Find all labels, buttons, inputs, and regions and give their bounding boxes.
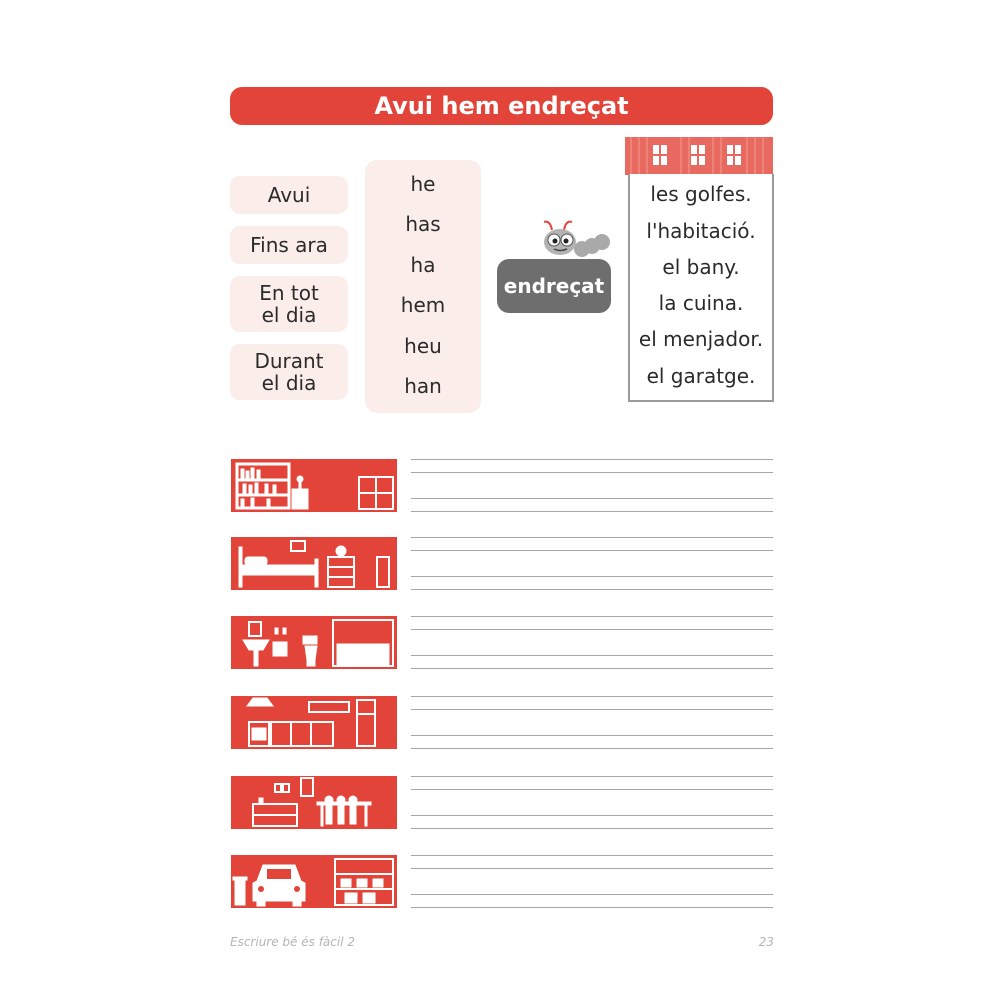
writing-line — [411, 537, 773, 538]
subject-tile: En tot el dia — [230, 276, 348, 332]
writing-line — [411, 550, 773, 551]
writing-line — [411, 589, 773, 590]
writing-lines[interactable] — [411, 616, 773, 669]
place-option: la cuina. — [658, 291, 744, 315]
dining-room-icon — [231, 776, 397, 829]
writing-line — [411, 709, 773, 710]
writing-line — [411, 789, 773, 790]
writing-lines[interactable] — [411, 776, 773, 829]
verb-option: heu — [404, 334, 442, 358]
writing-line — [411, 576, 773, 577]
place-option: l'habitació. — [646, 219, 756, 243]
attic-icon — [231, 459, 397, 512]
places-box — [628, 174, 774, 402]
writing-line — [411, 894, 773, 895]
participle-tile — [497, 259, 611, 313]
kitchen-icon — [231, 696, 397, 749]
place-option: el garatge. — [646, 364, 756, 388]
writing-line — [411, 868, 773, 869]
house-roof-icon — [625, 137, 773, 175]
bathroom-icon — [231, 616, 397, 669]
verb-option: he — [410, 172, 436, 196]
writing-line — [411, 855, 773, 856]
writing-line — [411, 815, 773, 816]
verb-option: han — [404, 374, 442, 398]
subject-tile: Durant el dia — [230, 344, 348, 400]
garage-icon — [231, 855, 397, 908]
writing-line — [411, 655, 773, 656]
writing-lines[interactable] — [411, 537, 773, 590]
bedroom-icon — [231, 537, 397, 590]
verb-option: ha — [410, 253, 436, 277]
page-title: Avui hem endreçat — [374, 92, 629, 120]
writing-line — [411, 498, 773, 499]
place-option: les golfes. — [650, 182, 752, 206]
writing-line — [411, 828, 773, 829]
participle-label: endreçat — [503, 274, 605, 298]
writing-line — [411, 511, 773, 512]
writing-lines[interactable] — [411, 696, 773, 749]
writing-line — [411, 472, 773, 473]
subject-tile: Avui — [230, 176, 348, 214]
place-option: el bany. — [662, 255, 740, 279]
writing-lines[interactable] — [411, 855, 773, 908]
writing-line — [411, 748, 773, 749]
footer-book-title: Escriure bé és fàcil 2 — [230, 935, 355, 949]
writing-line — [411, 735, 773, 736]
page-number: 23 — [758, 935, 774, 949]
writing-line — [411, 616, 773, 617]
place-option: el menjador. — [638, 327, 764, 351]
writing-line — [411, 907, 773, 908]
verb-option: hem — [400, 293, 446, 317]
writing-line — [411, 459, 773, 460]
title-bar — [230, 87, 773, 125]
writing-line — [411, 696, 773, 697]
verb-column — [365, 160, 481, 413]
verb-option: has — [405, 212, 441, 236]
writing-lines[interactable] — [411, 459, 773, 512]
writing-line — [411, 629, 773, 630]
writing-line — [411, 776, 773, 777]
subject-tile: Fins ara — [230, 226, 348, 264]
writing-line — [411, 668, 773, 669]
